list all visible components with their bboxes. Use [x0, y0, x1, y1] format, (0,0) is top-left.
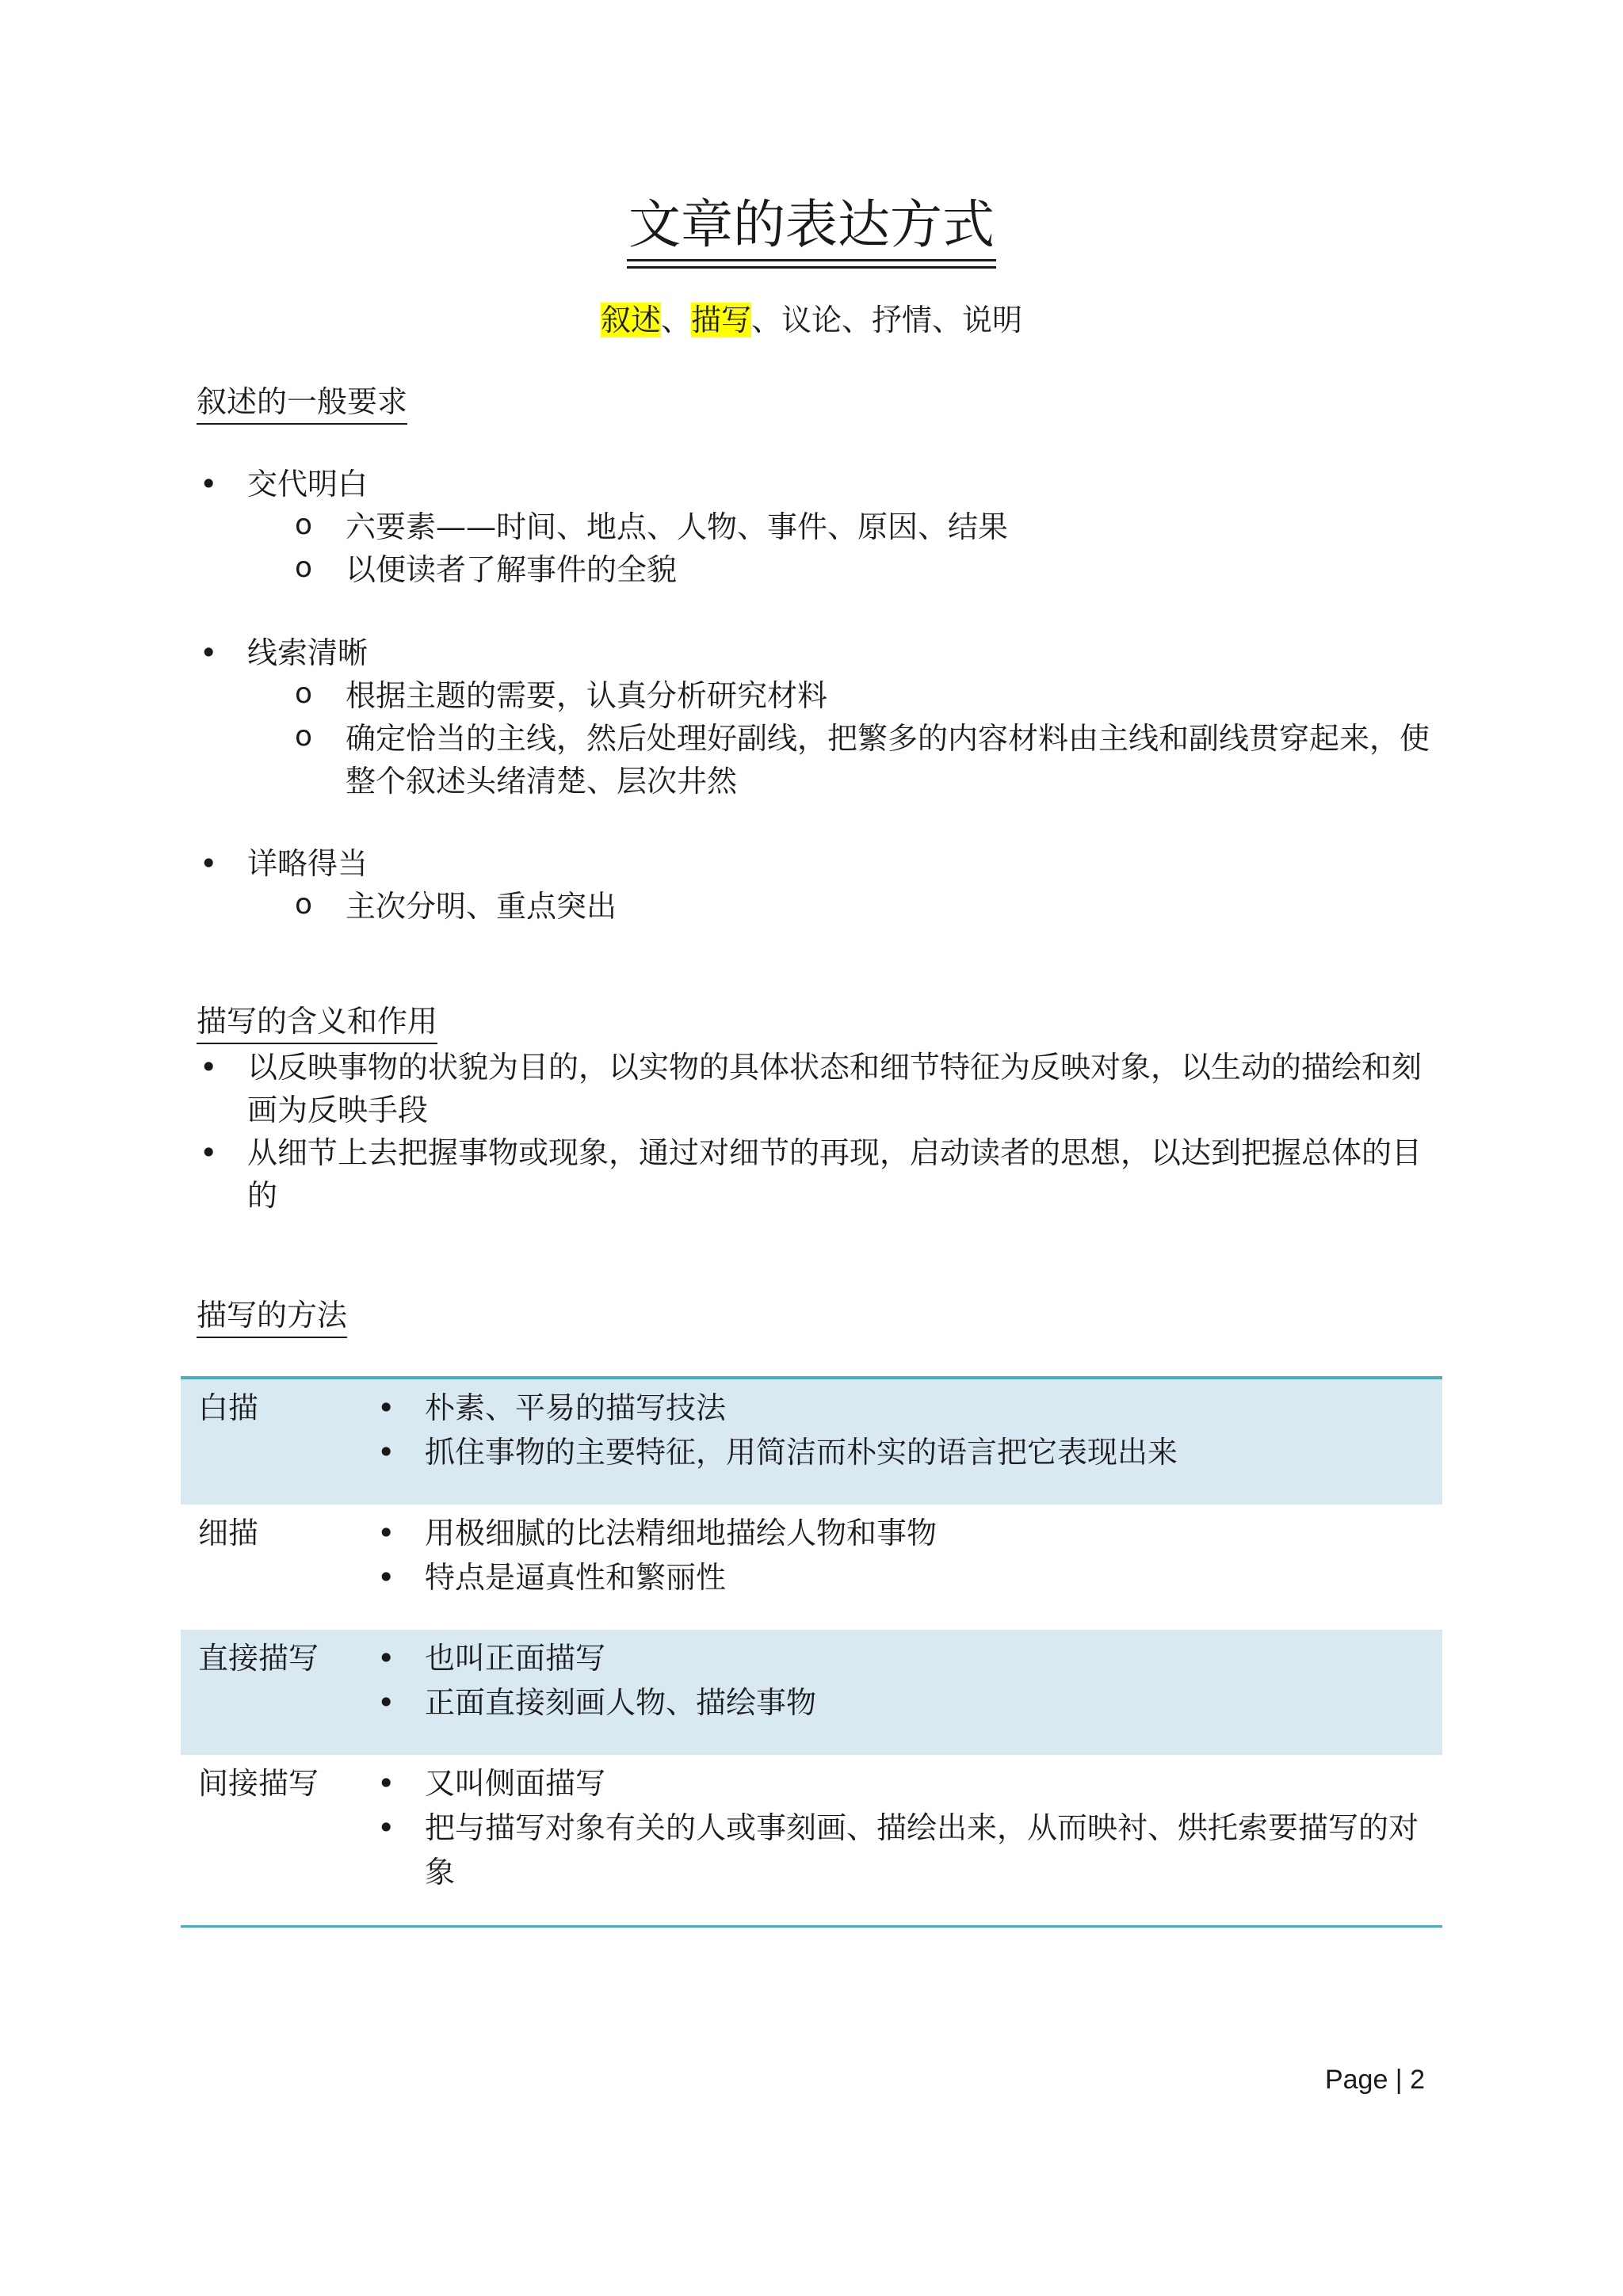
table-bottom-rule: [181, 1925, 1442, 1928]
method-term: 直接描写: [198, 1641, 319, 1676]
sub-list-item: o 主次分明、重点突出: [197, 885, 1433, 928]
method-term: 白描: [198, 1390, 259, 1425]
method-term: 间接描写: [198, 1766, 319, 1801]
expression-modes-line: [0, 301, 1623, 340]
document-title: [0, 193, 1623, 261]
narration-list: [197, 631, 1433, 803]
section-heading-narration: 叙述的一般要求: [197, 383, 407, 425]
method-description: [374, 1511, 1442, 1595]
narration-list: [197, 842, 1433, 928]
table-row: [181, 1630, 1442, 1755]
sub-list-item: o 以便读者了解事件的全貌: [197, 548, 1433, 591]
sub-list-item: o 六要素——时间、地点、人物、事件、原因、结果: [197, 505, 1433, 548]
table-row: [181, 1379, 1442, 1505]
other-modes: 、议论、抒情、说明: [751, 303, 1023, 338]
list-item: • 用极细腻的比法精细地描绘人物和事物: [374, 1511, 1431, 1555]
list-item: • 把与描写对象有关的人或事刻画、描绘出来，从而映衬、烘托索要描写的对象: [374, 1806, 1431, 1894]
highlight-narration: 叙述: [600, 303, 661, 338]
method-description: [374, 1386, 1442, 1470]
list-item: • 特点是逼真性和繁丽性: [374, 1555, 1431, 1600]
method-description: [374, 1761, 1442, 1890]
page-number: Page | 2: [1324, 2065, 1425, 2095]
description-meaning-list: [197, 1046, 1433, 1217]
title-text: 文章的表达方式: [627, 193, 996, 261]
list-item: • 详略得当: [197, 842, 1433, 885]
list-item: • 又叫侧面描写: [374, 1761, 1431, 1806]
separator: 、: [660, 303, 691, 338]
list-item: • 交代明白: [197, 463, 1433, 505]
list-item: • 从细节上去把握事物或现象，通过对细节的再现，启动读者的思想，以达到把握总体的目的: [197, 1131, 1433, 1217]
list-item: • 也叫正面描写: [374, 1636, 1431, 1680]
method-term: 细描: [198, 1516, 259, 1550]
section-heading-description-methods: 描写的方法: [197, 1296, 347, 1338]
table-row: [181, 1755, 1442, 1924]
description-methods-table: [181, 1376, 1442, 1924]
list-item: • 朴素、平易的描写技法: [374, 1386, 1431, 1430]
sub-list-item: o 确定恰当的主线，然后处理好副线，把繁多的内容材料由主线和副线贯穿起来，使整个叙述头绪清楚、层次井然: [197, 717, 1433, 803]
method-description: [374, 1636, 1442, 1720]
list-item: • 抓住事物的主要特征，用简洁而朴实的语言把它表现出来: [374, 1430, 1431, 1474]
list-item: • 线索清晰: [197, 631, 1433, 674]
highlight-description: 描写: [691, 303, 752, 338]
sub-list-item: o 根据主题的需要，认真分析研究材料: [197, 674, 1433, 717]
section-heading-description-meaning: 描写的含义和作用: [197, 1002, 437, 1044]
narration-list: [197, 463, 1433, 591]
list-item: • 正面直接刻画人物、描绘事物: [374, 1680, 1431, 1725]
list-item: • 以反映事物的状貌为目的，以实物的具体状态和细节特征为反映对象，以生动的描绘和刻画为反映手段: [197, 1046, 1433, 1131]
table-row: [181, 1505, 1442, 1630]
